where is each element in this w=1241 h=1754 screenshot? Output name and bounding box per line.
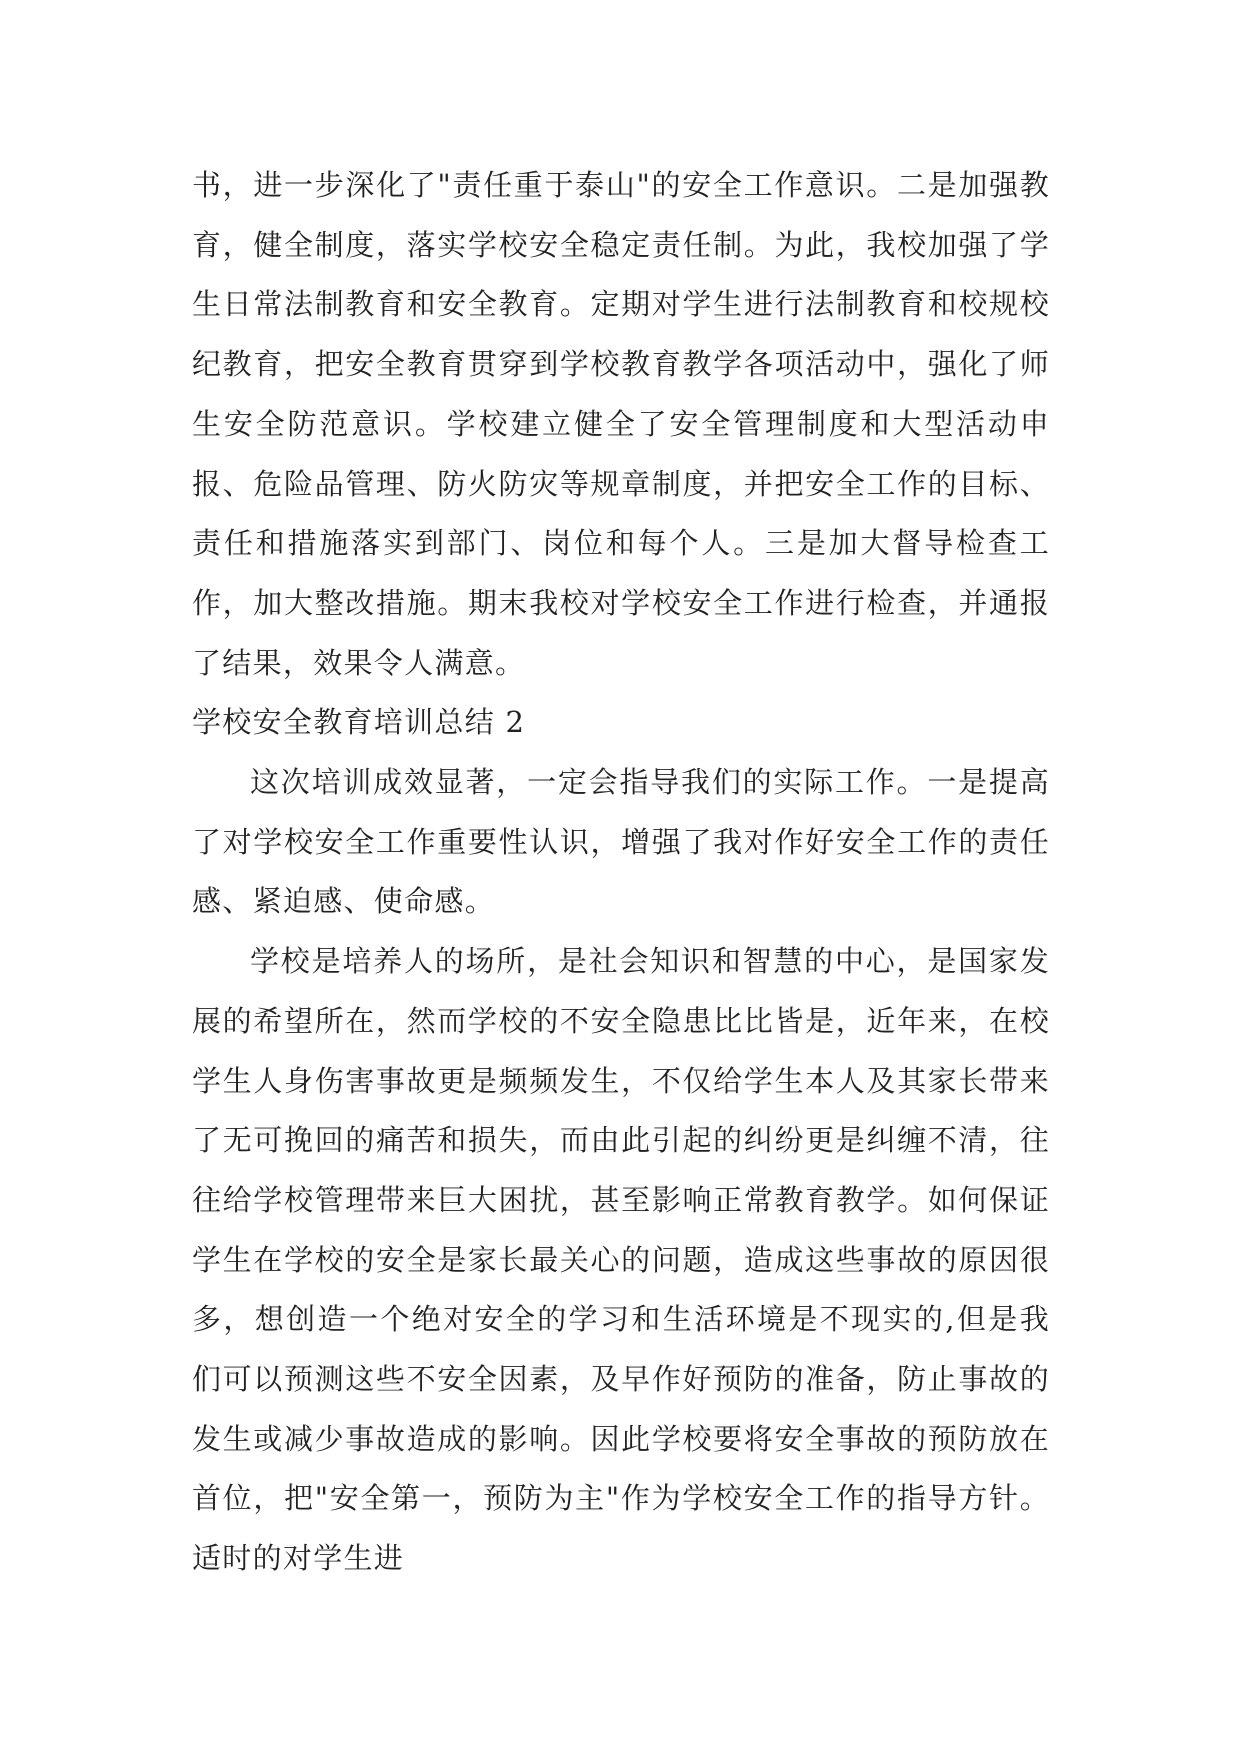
- paragraph-1: 这次培训成效显著，一定会指导我们的实际工作。一是提高了对学校安全工作重要性认识，增强了我对作好安全工作的责任感、紧迫感、使命感。: [192, 765, 1050, 919]
- paragraph-continuation: 书，进一步深化了"责任重于泰山"的安全工作意识。二是加强教育，健全制度，落实学校安全稳定责任制。为此，我校加强了学生日常法制教育和安全教育。定期对学生进行法制教育和校规校纪教育，把安全教育贯穿到学校教育教学各项活动中，强化了师生安全防范意识。学校建立健全了安全管理制度和大型活动申报、危险品管理、防火防灾等规章制度，并把安全工作的目标、责任和措施落实到部门、岗位和每个人。三是加大督导检查工作，加大整改措施。期末我校对学校安全工作进行检查，并通报了结果，效果令人满意。: [192, 168, 1050, 680]
- document-body: [192, 156, 1050, 1589]
- section-heading: 学校安全教育培训总结 2: [192, 705, 526, 740]
- paragraph-2: 学校是培养人的场所，是社会知识和智慧的中心，是国家发展的希望所在，然而学校的不安全隐患比比皆是，近年来，在校学生人身伤害事故更是频频发生，不仅给学生本人及其家长带来了无可挽回的痛苦和损失，而由此引起的纠纷更是纠缠不清，往往给学校管理带来巨大困扰，甚至影响正常教育教学。如何保证学生在学校的安全是家长最关心的问题，造成这些事故的原因很多，想创造一个绝对安全的学习和生活环境是不现实的,但是我们可以预测这些不安全因素，及早作好预防的准备，防止事故的发生或减少事故造成的影响。因此学校要将安全事故的预防放在首位，把"安全第一，预防为主"作为学校安全工作的指导方针。适时的对学生进: [192, 944, 1050, 1576]
